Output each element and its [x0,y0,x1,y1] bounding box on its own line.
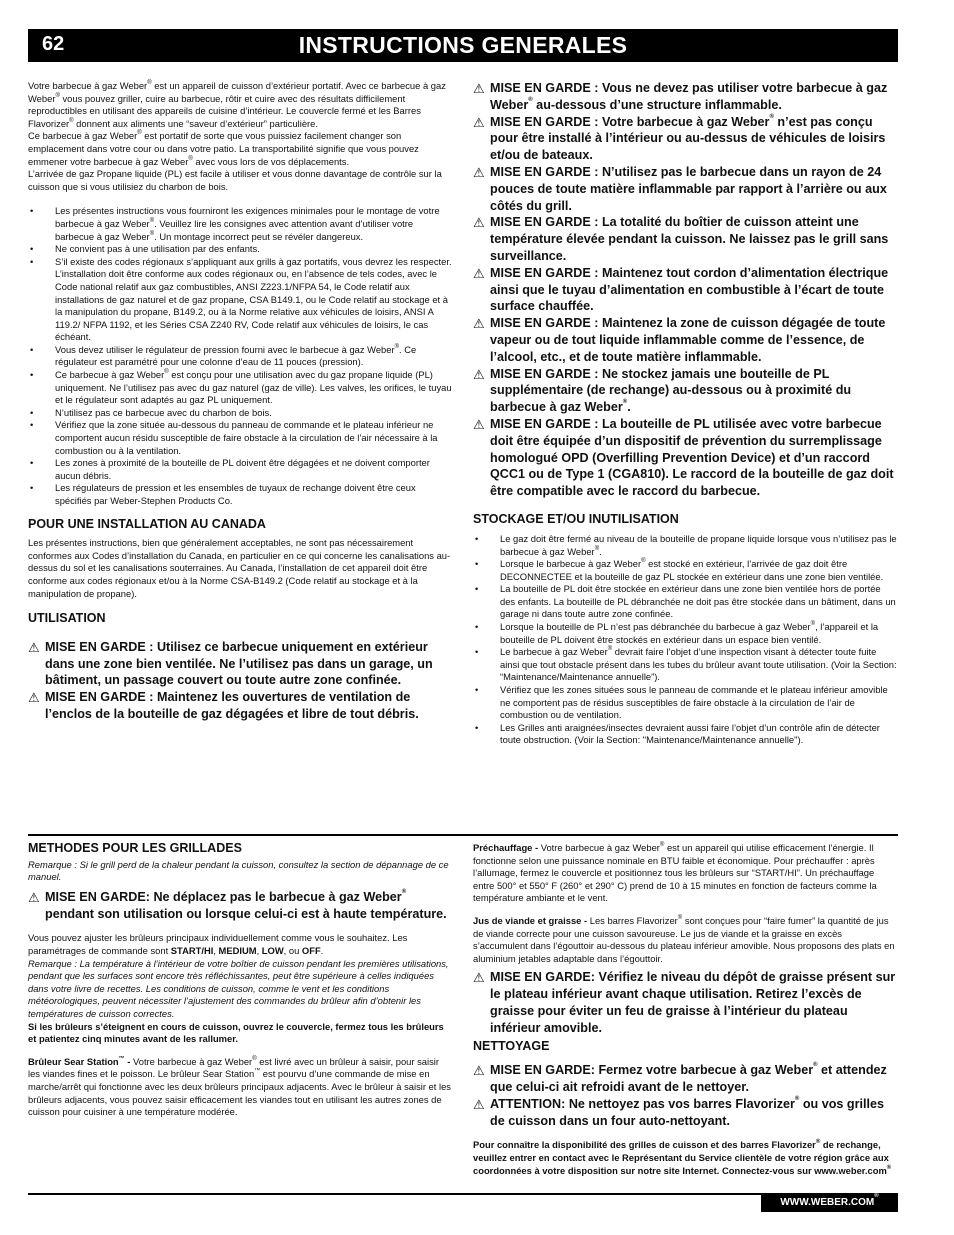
warning-triangle-icon: ⚠ [473,114,485,130]
warning-triangle-icon: ⚠ [473,1096,485,1112]
intro-paragraph: Votre barbecue à gaz Weber® est un appareil de cuisson d’extérieur portatif. Avec ce barbecue à gaz Weber® vous pouvez griller, cuire au barbecue, rôtir et cuire avec des résultats difficilement reproductibles en utilisant des appareils de cuisine d’intérieur. Le couvercle fermé et les Barres Flavorizer® donnent aux aliments une “saveur d’extérieur” particulière. [28,80,446,129]
warning-item: ⚠ MISE EN GARDE: Fermez votre barbecue à gaz Weber® et attendez que celui-ci ait refroidi avant de le nettoyer. [473,1062,887,1094]
footer-rule [28,1193,761,1195]
warning-item: ⚠ MISE EN GARDE: Ne déplacez pas le barbecue à gaz Weber® pendant son utilisation ou lorsque celui-ci est à haute température. [28,888,447,921]
list-item: • N’utilisez pas ce barbecue avec du charbon de bois. [28,407,453,420]
list-item: • Les Grilles anti araignées/insectes devraient aussi faire l’objet d’un contrôle afin de détecter toute obstruction. (Voir la Section: "Maintenance/Maintenance annuelle"). [473,722,898,747]
warning-triangle-icon: ⚠ [473,366,485,382]
juice-paragraph: Jus de viande et graisse - Les barres Flavorizer® sont conçues pour “faire fumer” la quantité de jus de viande correcte pour une cuisson savoureuse. Le jus de viande et la graisse en excès s’accumulent dans l’égouttoir au-dessous du plateau inférieur amovible. Nous proposons des plats en aluminium jetables adaptable dans l’égouttoir. [473,914,895,964]
left-column [28,80,453,723]
list-item: • La bouteille de PL doit être stockée en extérieur dans une zone bien ventilée hors de portée des enfants. La bouteille de PL débranchée ne doit pas être stockée dans un bâtiment, dans un garage ni dans toute autre zone confinée. [473,583,898,621]
list-item: • Ce barbecue à gaz Weber® est conçu pour une utilisation avec du gaz propane liquide (PL) uniquement. Ne l’utilisez pas avec du gaz naturel (gaz de ville). Les valves, les orifices, le tuyau et le régulateur sont adaptés au gaz PL uniquement. [28,369,453,407]
warning-item: ⚠ MISE EN GARDE: Vérifiez le niveau du dépôt de graisse présent sur le plateau inférieur avant chaque utilisation. Retirez l’excès de graisse pour éviter un feu de graisse à l’intérieur du plateau inférieur amovible. [473,970,896,1035]
warning-item: ⚠ MISE EN GARDE : La bouteille de PL utilisée avec votre barbecue doit être équipée d’un dispositif de prévention du surremplissage homologué OPD (Overfilling Prevention Device) et d’un raccord QCC1 ou de Type 1 (CGA810). Le raccord de la bouteille de gaz doit être compatible avec le raccord du barbecue. [473,416,894,499]
section-heading: POUR UNE INSTALLATION AU CANADA [28,516,266,531]
warning-triangle-icon: ⚠ [28,889,40,905]
warning-triangle-icon: ⚠ [28,639,40,655]
section-heading: UTILISATION [28,611,106,626]
storage-list [473,533,898,747]
canada-paragraph: Les présentes instructions, bien que généralement acceptables, ne sont pas nécessairement conformes aux Codes d’installation du Canada, en particulier en ce qui concerne les canalisations au-dessus du sol et les canalisations souterraines. Au Canada, l’installation de cet appareil doit être conforme aux codes régionaux et/ou à la Norme CSA-B149.2 (Code relatif au stockage et à la manipulation de propane). [28,537,451,599]
warning-item: ⚠ MISE EN GARDE : Maintenez tout cordon d’alimentation électrique ainsi que le tuyau d’alimentation en combustible à l’écart de toute surface chauffée. [473,265,889,314]
section-divider [28,834,898,836]
warning-item: ⚠ MISE EN GARDE : Ne stockez jamais une bouteille de PL supplémentaire (de rechange) au-dessous ou à proximité du barbecue à gaz Weber®. [473,366,852,415]
warning-triangle-icon: ⚠ [28,690,40,706]
list-item: • Les présentes instructions vous fourniront les exigences minimales pour le montage de votre barbecue à gaz Weber®. Veuillez lire les consignes avec attention avant d’utiliser votre barbecue à gaz Weber®. Un montage incorrect peut se révéler dangereux. [28,205,453,243]
warning-item: ⚠ MISE EN GARDE : Votre barbecue à gaz Weber® n’est pas conçu pour être installé à l’intérieur ou au-dessus de véhicules de loisirs et/ou de bateaux. [473,113,886,163]
list-item: • Vérifiez que la zone située au-dessous du panneau de commande et le plateau inférieur ne comportent aucun résidu susceptible de faire obstacle à la circulation de l’air nécessaire à la combustion ou à la ventilation. [28,419,453,457]
list-item: • Vérifiez que les zones situées sous le panneau de commande et le plateau inférieur amovible ne comportent pas de résidus susceptibles de faire obstacle à la circulation de l’air de combustion ou de ventilation. [473,684,898,722]
requirements-list [28,205,453,507]
warning-triangle-icon: ⚠ [473,265,485,281]
list-item: • Lorsque le barbecue à gaz Weber® est stocké en extérieur, l’arrivée de gaz doit être DECONNECTEE et la bouteille de gaz PL stockée en extérieur dans une zone bien ventilée. [473,558,898,583]
intro-paragraph: L’arrivée de gaz Propane liquide (PL) est facile à utiliser et vous donne davantage de contrôle sur la cuisson que si vous utilisiez du charbon de bois. [28,168,442,192]
page-header [28,29,898,62]
warning-item: ⚠ MISE EN GARDE : Vous ne devez pas utiliser votre barbecue à gaz Weber® au-dessous d’une structure inflammable. [473,81,888,112]
list-item: • Les zones à proximité de la bouteille de PL doivent être dégagées et ne doivent comporter aucun débris. [28,457,453,482]
contact-paragraph: Pour connaître la disponibilité des grilles de cuisson et des barres Flavorizer® de rechange, veuillez entrer en contact avec le Représentant du Service clientèle de votre région grâce aux coordonnées à votre disposition sur notre site Internet. Connectez-vous sur www.weber.com® [473,1139,892,1176]
preheat-paragraph: Préchauffage - Votre barbecue à gaz Weber® est un appareil qui utilise efficacement l’énergie. Il fonctionne selon une puissance nominale en BTU faible et économique. Pour préchauffer : après l’allumage, fermez le couvercle et positionnez tous les brûleurs sur “START/HI”. Un préchauffage entre 500° et 550° F (260° et 290° C) prend de 10 à 15 minutes en fonction de facteurs comme la température ambiante et le vent. [473,842,877,904]
remark: Remarque : La température à l’intérieur de votre boîtier de cuisson pendant les premières utilisations, pendant que les surfaces sont encore très réfléchissantes, peut être supérieure à celles indiquées dans votre livre de recettes. Les conditions de cuisson, comme le vent et les conditions météorologiques, peuvent nécessiter l’ajustement des commandes du brûleur afin d’obtenir les températures de cuisson correctes. [28,957,449,1019]
list-item: • Vous devez utiliser le régulateur de pression fourni avec le barbecue à gaz Weber®. Ce régulateur est paramétré pour une colonne d’eau de 11 pouces (pression). [28,344,453,369]
footer-url[interactable]: WWW.WEBER.COM® [761,1193,898,1212]
warning-triangle-icon: ⚠ [473,215,485,231]
warning-item: ⚠ MISE EN GARDE : La totalité du boîtier de cuisson atteint une température élevée pendant la cuisson. Ne laissez pas le grill sans surveillance. [473,215,889,263]
warning-triangle-icon: ⚠ [473,316,485,332]
list-item: • Le gaz doit être fermé au niveau de la bouteille de propane liquide lorsque vous n’utilisez pas le barbecue à gaz Weber®. [473,533,898,558]
section-heading: STOCKAGE ET/OU INUTILISATION [473,511,679,526]
sear-paragraph: Brûleur Sear Station™ - Votre barbecue à gaz Weber® est livré avec un brûleur à saisir, pour saisir les viandes fines et le poisson. Le brûleur Sear Station™ est pourvu d’une commande de mise en marche/arrêt qui fonctionne avec les deux brûleurs principaux adjacents. Avec le brûleur à saisir et les brûleurs adjacents, vous pouvez saisir efficacement les viandes tout en utilisant les autres zones de cuisson pour cuisiner à une température modérée. [28,1055,451,1118]
warning-triangle-icon: ⚠ [473,81,485,96]
warning-item: ⚠ MISE EN GARDE : Maintenez les ouvertures de ventilation de l’enclos de la bouteille de gaz dégagées et libre de tout débris. [28,690,419,721]
warning-item: ⚠ MISE EN GARDE : N’utilisez pas le barbecue dans un rayon de 24 pouces de toute matière inflammable par rapport à l’arrière ou aux côtés du grill. [473,164,887,213]
grilling-section [28,842,453,1119]
intro-paragraph: Ce barbecue à gaz Weber® est portatif de sorte que vous puissiez facilement changer son emplacement dans votre cour ou dans votre patio. La transportabilité signifie que vous pouvez emmener votre barbecue à gaz Weber® avec vous lors de vos déplacements. [28,130,419,167]
list-item: • Lorsque la bouteille de PL n’est pas débranchée du barbecue à gaz Weber®, l’appareil et la bouteille de PL doivent être stockés en extérieur dans un espace bien ventilé. [473,621,898,646]
list-item: • Les régulateurs de pression et les ensembles de tuyaux de rechange doivent être ceux spécifiés par Weber-Stephen Products Co. [28,482,453,507]
preheat-cleaning-section [473,842,898,1177]
warning-triangle-icon: ⚠ [473,416,485,432]
right-column [473,80,898,757]
page-title: INSTRUCTIONS GENERALES [298,32,628,58]
warning-triangle-icon: ⚠ [473,164,485,180]
bold-note: Si les brûleurs s’éteignent en cours de cuisson, ouvrez le couvercle, fermez tous les brûleurs et patientez cinq minutes avant de les rallumer. [28,1020,444,1045]
warning-triangle-icon: ⚠ [473,970,485,986]
list-item: • S’il existe des codes régionaux s’appliquant aux grills à gaz portatifs, vous devrez les respecter. L’installation doit être conforme aux codes régionaux ou, en l’absence de tels codes, avec le Code national relatif aux gaz combustibles, ANSI Z223.1/NFPA 54, le Code relatif aux installations de gaz naturel et de gaz propane, CSA B149.1, ou le Code relatif au stockage et à la manipulation du propane, B149.2, ou à la Norme relative aux véhicules de loisirs, ANSI A 119.2/ NFPA 1192, et les Séries CSA Z240 RV, Code relatif aux véhicules de loisirs, le cas échéant. [28,256,453,344]
warning-item: ⚠ ATTENTION: Ne nettoyez pas vos barres Flavorizer® ou vos grilles de cuisson dans un four auto-nettoyant. [473,1095,885,1128]
warning-triangle-icon: ⚠ [473,1063,485,1079]
list-item: • Le barbecue à gaz Weber® devrait faire l’objet d’une inspection visant à détecter toute fuite ainsi que tout obstacle présent dans les tubes du brûleur avant toute utilisation. (Voir la Section: “Maintenance/Maintenance annuelle”). [473,646,898,684]
section-heading: METHODES POUR LES GRILLADES [28,841,242,855]
warning-item: ⚠ MISE EN GARDE : Utilisez ce barbecue uniquement en extérieur dans une zone bien ventilée. Ne l’utilisez pas dans un garage, un bâtiment, un passage couvert ou toute autre zone confinée. [28,639,433,688]
adjust-paragraph: Vous pouvez ajuster les brûleurs principaux individuellement comme vous le souhaitez. Les paramétrages de commande sont START/HI, MEDIUM, LOW, ou OFF. [28,932,408,956]
list-item: • Ne convient pas à une utilisation par des enfants. [28,243,453,256]
page-number: 62 [42,33,65,55]
warning-item: ⚠ MISE EN GARDE : Maintenez la zone de cuisson dégagée de toute vapeur ou de tout liquide inflammable comme de l’essence, de l’alcool, etc., et de toute matière inflammable. [473,316,886,364]
remark: Remarque : Si le grill perd de la chaleur pendant la cuisson, consultez la section de dépannage de ce manuel. [28,858,449,883]
section-heading: NETTOYAGE [473,1038,550,1053]
